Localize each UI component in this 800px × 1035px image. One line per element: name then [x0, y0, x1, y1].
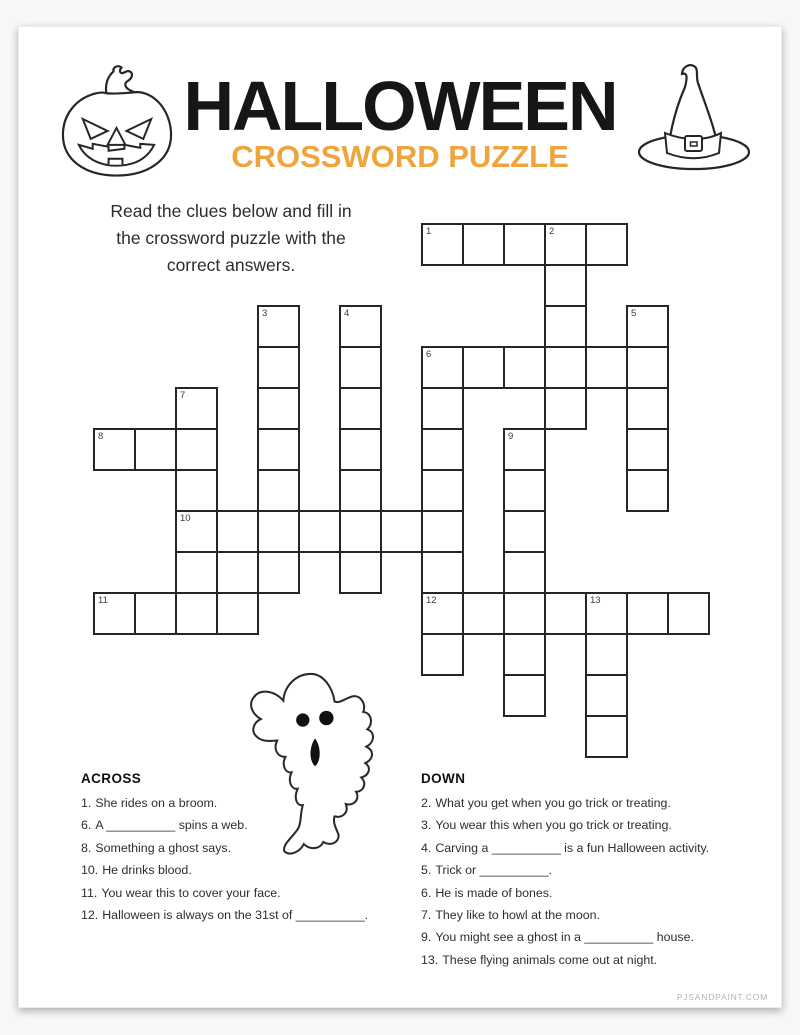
clue-item: [81, 842, 441, 855]
site-watermark: PJSANDPAINT.COM: [676, 992, 768, 1002]
grid-cell: [503, 346, 546, 389]
across-heading: ACROSS: [81, 771, 142, 786]
cell-number: 12: [426, 595, 437, 606]
clue-number: 13.: [421, 952, 439, 967]
grid-cell: [503, 592, 546, 635]
clue-number: 7.: [421, 907, 432, 922]
grid-cell: [626, 387, 669, 430]
grid-cell: [626, 346, 669, 389]
cell-number: 2: [549, 226, 555, 237]
grid-cell: [626, 592, 669, 635]
grid-cell: [339, 428, 382, 471]
grid-cell: [175, 387, 218, 430]
clue-number: 2.: [421, 796, 432, 810]
clue-number: 11.: [81, 885, 98, 900]
clue-number: 6.: [81, 818, 92, 833]
printable-page: [18, 26, 782, 1008]
grid-cell: [626, 305, 669, 348]
clue-text: You wear this to cover your face.: [101, 885, 281, 900]
clue-text: Trick or __________.: [435, 863, 552, 878]
clue-item: [421, 909, 781, 922]
clue-number: 12.: [81, 907, 99, 922]
grid-cell: [462, 223, 505, 266]
clue-item: [421, 887, 781, 900]
grid-cell: [257, 428, 300, 471]
grid-cell: [339, 346, 382, 389]
clue-text: What you get when you go trick or treating.: [435, 796, 671, 810]
clue-text: She rides on a broom.: [95, 796, 218, 810]
grid-cell: [544, 223, 587, 266]
clue-number: 5.: [421, 863, 432, 878]
grid-cell: [503, 223, 546, 266]
down-section: [421, 771, 781, 976]
grid-cell: [503, 428, 546, 471]
clue-item: [81, 864, 441, 877]
grid-cell: [421, 223, 464, 266]
cell-number: 10: [180, 513, 191, 524]
clue-item: [421, 954, 781, 967]
clue-text: He drinks blood.: [102, 863, 192, 878]
cell-number: 1: [426, 226, 432, 237]
clue-text: These flying animals come out at night.: [442, 952, 658, 967]
clue-text: You wear this when you go trick or treating.: [435, 818, 672, 833]
grid-cell: [257, 346, 300, 389]
cell-number: 11: [98, 595, 108, 606]
grid-cell: [175, 428, 218, 471]
grid-cell: [503, 633, 546, 676]
grid-cell: [503, 674, 546, 717]
grid-cell: [421, 469, 464, 512]
page-title: HALLOWEEN: [183, 67, 617, 145]
grid-cell: [503, 551, 546, 594]
grid-cell: [134, 428, 177, 471]
grid-cell: [544, 264, 587, 307]
grid-cell: [626, 428, 669, 471]
grid-cell: [585, 346, 628, 389]
clue-number: 3.: [421, 818, 432, 833]
grid-cell: [585, 715, 628, 758]
clue-item: [421, 797, 781, 810]
grid-cell: [93, 428, 136, 471]
grid-cell: [667, 592, 710, 635]
grid-cell: [380, 510, 423, 553]
grid-cell: [298, 510, 341, 553]
down-heading: DOWN: [421, 771, 466, 786]
clue-text: A __________ spins a web.: [95, 818, 248, 833]
grid-cell: [585, 674, 628, 717]
grid-cell: [339, 510, 382, 553]
grid-cell: [216, 592, 259, 635]
grid-cell: [257, 387, 300, 430]
clue-number: 10.: [81, 863, 99, 878]
grid-cell: [421, 346, 464, 389]
down-list: [421, 797, 781, 966]
grid-cell: [257, 305, 300, 348]
cell-number: 8: [98, 431, 104, 442]
grid-cell: [544, 387, 587, 430]
grid-cell: [175, 551, 218, 594]
grid-cell: [175, 510, 218, 553]
grid-cell: [93, 592, 136, 635]
clue-item: [421, 842, 781, 855]
across-list: [81, 797, 441, 922]
cell-number: 7: [180, 390, 186, 401]
grid-cell: [339, 551, 382, 594]
clue-item: [421, 931, 781, 944]
grid-cell: [503, 510, 546, 553]
grid-cell: [421, 551, 464, 594]
cell-number: 4: [344, 308, 350, 319]
grid-cell: [421, 633, 464, 676]
clue-text: He is made of bones.: [435, 885, 553, 900]
grid-cell: [462, 592, 505, 635]
clue-item: [421, 819, 781, 832]
clue-text: You might see a ghost in a __________ house.: [435, 930, 694, 945]
grid-cell: [257, 510, 300, 553]
clue-text: Carving a __________ is a fun Halloween activity.: [435, 840, 710, 855]
grid-cell: [339, 305, 382, 348]
grid-cell: [462, 346, 505, 389]
grid-cell: [216, 551, 259, 594]
clue-number: 1.: [81, 796, 92, 810]
grid-cell: [503, 469, 546, 512]
clue-item: [81, 909, 441, 922]
clue-number: 4.: [421, 840, 432, 855]
grid-cell: [421, 592, 464, 635]
cell-number: 5: [631, 308, 637, 319]
grid-cell: [544, 592, 587, 635]
cell-number: 3: [262, 308, 268, 319]
cell-number: 6: [426, 349, 432, 360]
page-subtitle: CROSSWORD PUZZLE: [231, 139, 569, 174]
grid-cell: [257, 469, 300, 512]
clue-number: 8.: [81, 840, 92, 855]
grid-cell: [544, 346, 587, 389]
clue-number: 9.: [421, 930, 432, 945]
grid-cell: [544, 305, 587, 348]
cell-number: 9: [508, 431, 514, 442]
grid-cell: [421, 510, 464, 553]
clue-text: Something a ghost says.: [95, 840, 232, 855]
instructions-line-2: the crossword puzzle with the: [116, 228, 346, 248]
clue-item: [81, 887, 441, 900]
instructions-line-3: correct answers.: [166, 255, 296, 275]
across-section: [81, 771, 441, 931]
grid-cell: [339, 469, 382, 512]
grid-cell: [585, 223, 628, 266]
grid-cell: [421, 428, 464, 471]
clue-item: [421, 864, 781, 877]
grid-cell: [585, 592, 628, 635]
clue-item: [81, 819, 441, 832]
clue-text: Halloween is always on the 31st of __________.: [102, 907, 369, 922]
grid-cell: [339, 387, 382, 430]
cell-number: 13: [590, 595, 601, 606]
grid-cell: [626, 469, 669, 512]
clue-number: 6.: [421, 885, 432, 900]
clue-text: They like to howl at the moon.: [435, 907, 600, 922]
grid-cell: [421, 387, 464, 430]
clue-item: [81, 797, 441, 810]
grid-cell: [134, 592, 177, 635]
grid-cell: [257, 551, 300, 594]
grid-cell: [175, 469, 218, 512]
instructions-line-1: Read the clues below and fill in: [110, 201, 352, 221]
grid-cell: [585, 633, 628, 676]
grid-cell: [175, 592, 218, 635]
grid-cell: [216, 510, 259, 553]
